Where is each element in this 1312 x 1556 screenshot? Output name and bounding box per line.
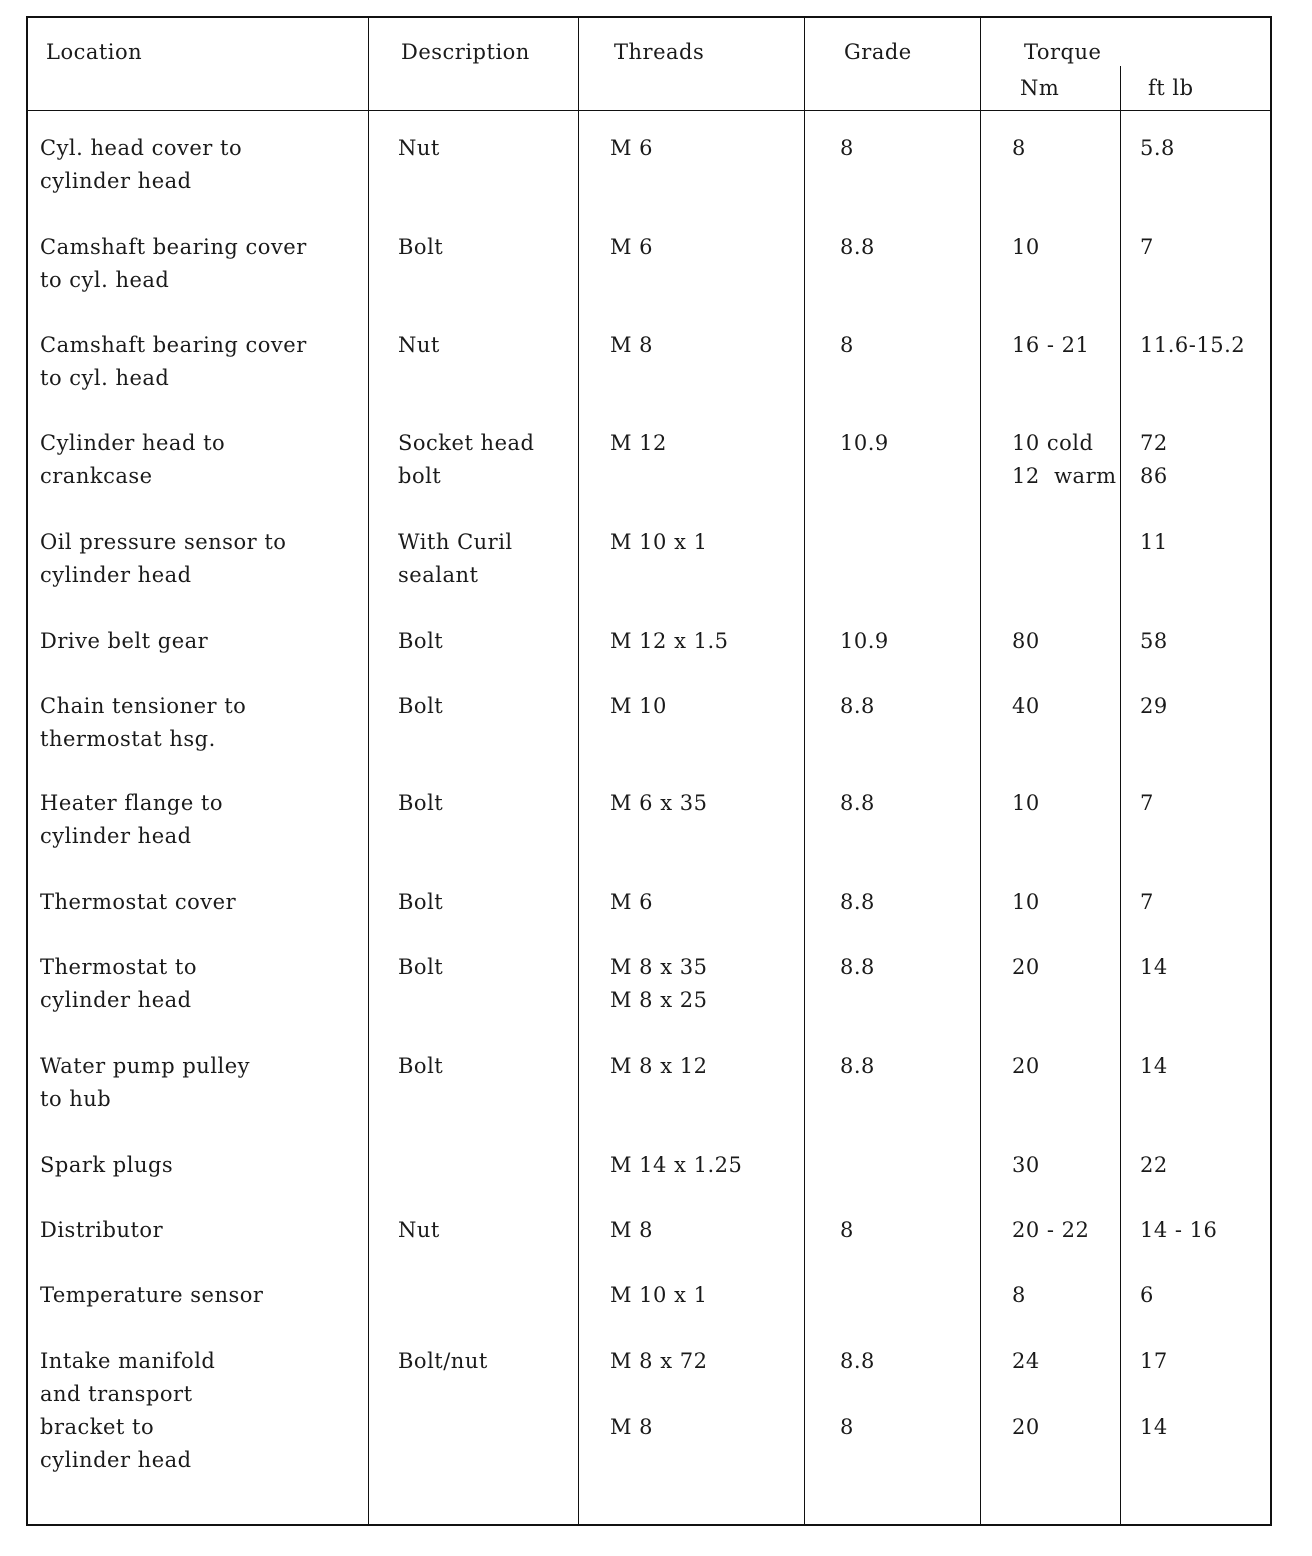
cell-nm: 10 <box>1012 791 1040 815</box>
cell-ftlb: 29 <box>1140 694 1168 718</box>
cell-location: Oil pressure sensor to cylinder head <box>40 530 287 587</box>
cell-grade: 8 <box>840 333 854 357</box>
cell-location: Spark plugs <box>40 1153 174 1177</box>
cell-description: Nut <box>398 136 440 160</box>
cell-location: Drive belt gear <box>40 629 209 653</box>
cell-nm: 10 <box>1012 235 1040 259</box>
cell-grade: 8.8 <box>840 791 875 815</box>
cell-threads: M 12 x 1.5 <box>610 629 729 653</box>
cell-nm: 8 <box>1012 136 1026 160</box>
cell-ftlb: 17 14 <box>1140 1349 1168 1439</box>
cell-threads: M 8 <box>610 1218 654 1242</box>
cell-description: Nut <box>398 333 440 357</box>
cell-nm: 40 <box>1012 694 1040 718</box>
cell-threads: M 12 <box>610 431 667 455</box>
cell-grade: 8.8 <box>840 235 875 259</box>
header-threads: Threads <box>614 40 705 64</box>
cell-nm: 8 <box>1012 1283 1026 1307</box>
cell-location: Heater flange to cylinder head <box>40 791 224 848</box>
cell-grade: 8.8 <box>840 955 875 979</box>
cell-nm: 20 - 22 <box>1012 1218 1090 1242</box>
cell-location: Cyl. head cover to cylinder head <box>40 136 243 193</box>
torque-subcolumn-divider <box>1120 66 1121 1524</box>
cell-location: Thermostat to cylinder head <box>40 955 197 1012</box>
cell-description: Bolt/nut <box>398 1349 488 1373</box>
header-description: Description <box>401 40 530 64</box>
cell-threads: M 8 x 72 M 8 <box>610 1349 708 1439</box>
cell-ftlb: 14 <box>1140 1054 1168 1078</box>
cell-nm: 24 20 <box>1012 1349 1040 1439</box>
cell-threads: M 10 x 1 <box>610 1283 708 1307</box>
cell-ftlb: 58 <box>1140 629 1168 653</box>
cell-grade: 10.9 <box>840 629 889 653</box>
cell-threads: M 10 <box>610 694 667 718</box>
cell-description: Bolt <box>398 890 444 914</box>
cell-ftlb: 72 86 <box>1140 431 1168 488</box>
cell-ftlb: 6 <box>1140 1283 1154 1307</box>
cell-nm: 10 cold 12 warm <box>1012 431 1117 488</box>
cell-description: Bolt <box>398 235 444 259</box>
header-torque: Torque <box>1024 40 1102 64</box>
cell-ftlb: 7 <box>1140 791 1154 815</box>
cell-ftlb: 7 <box>1140 235 1154 259</box>
cell-nm: 20 <box>1012 955 1040 979</box>
cell-threads: M 8 x 12 <box>610 1054 708 1078</box>
cell-location: Cylinder head to crankcase <box>40 431 226 488</box>
cell-nm: 10 <box>1012 890 1040 914</box>
cell-location: Water pump pulley to hub <box>40 1054 251 1111</box>
cell-grade: 10.9 <box>840 431 889 455</box>
cell-location: Chain tensioner to thermostat hsg. <box>40 694 247 751</box>
cell-nm: 80 <box>1012 629 1040 653</box>
cell-description: Nut <box>398 1218 440 1242</box>
cell-ftlb: 22 <box>1140 1153 1168 1177</box>
header-torque-nm: Nm <box>1020 76 1060 100</box>
cell-threads: M 6 <box>610 890 654 914</box>
cell-description: With Curil sealant <box>398 530 513 587</box>
header-grade: Grade <box>844 40 912 64</box>
column-divider <box>368 18 369 1524</box>
cell-location: Thermostat cover <box>40 890 237 914</box>
cell-nm: 20 <box>1012 1054 1040 1078</box>
cell-location: Temperature sensor <box>40 1283 264 1307</box>
cell-location: Intake manifold and transport bracket to cylinder head <box>40 1349 216 1472</box>
column-divider <box>980 18 981 1524</box>
cell-threads: M 6 <box>610 235 654 259</box>
cell-ftlb: 7 <box>1140 890 1154 914</box>
cell-ftlb: 11 <box>1140 530 1168 554</box>
cell-threads: M 6 x 35 <box>610 791 708 815</box>
cell-grade: 8.8 <box>840 890 875 914</box>
cell-description: Bolt <box>398 955 444 979</box>
cell-description: Bolt <box>398 791 444 815</box>
cell-threads: M 14 x 1.25 <box>610 1153 743 1177</box>
column-divider <box>804 18 805 1524</box>
cell-ftlb: 5.8 <box>1140 136 1175 160</box>
cell-grade: 8 <box>840 1218 854 1242</box>
cell-threads: M 10 x 1 <box>610 530 708 554</box>
cell-description: Socket head bolt <box>398 431 535 488</box>
cell-ftlb: 14 - 16 <box>1140 1218 1218 1242</box>
cell-description: Bolt <box>398 694 444 718</box>
header-location: Location <box>46 40 143 64</box>
cell-location: Camshaft bearing cover to cyl. head <box>40 333 307 390</box>
cell-threads: M 8 <box>610 333 654 357</box>
cell-nm: 30 <box>1012 1153 1040 1177</box>
torque-spec-table <box>26 16 1272 1526</box>
cell-grade: 8.8 8 <box>840 1349 875 1439</box>
cell-grade: 8.8 <box>840 1054 875 1078</box>
cell-ftlb: 11.6-15.2 <box>1140 333 1246 357</box>
column-divider <box>578 18 579 1524</box>
cell-nm: 16 - 21 <box>1012 333 1090 357</box>
cell-threads: M 6 <box>610 136 654 160</box>
cell-grade: 8.8 <box>840 694 875 718</box>
header-torque-ftlb: ft lb <box>1148 76 1194 100</box>
cell-description: Bolt <box>398 629 444 653</box>
cell-description: Bolt <box>398 1054 444 1078</box>
header-divider <box>28 110 1270 111</box>
cell-grade: 8 <box>840 136 854 160</box>
cell-ftlb: 14 <box>1140 955 1168 979</box>
cell-threads: M 8 x 35 M 8 x 25 <box>610 955 708 1012</box>
cell-location: Distributor <box>40 1218 164 1242</box>
cell-location: Camshaft bearing cover to cyl. head <box>40 235 307 292</box>
